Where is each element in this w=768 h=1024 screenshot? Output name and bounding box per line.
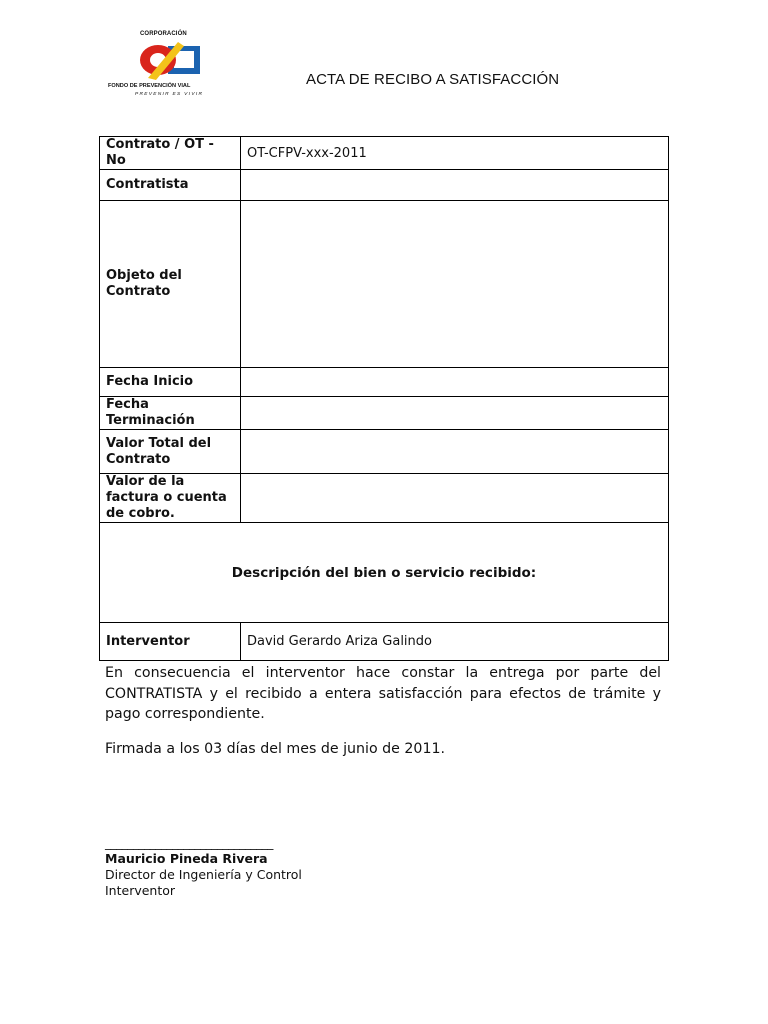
cfpv-logo <box>104 28 222 102</box>
contratista-label: Contratista <box>100 170 241 201</box>
signer-name: Mauricio Pineda Rivera <box>105 851 268 866</box>
document-title: ACTA DE RECIBO A SATISFACCIÓN <box>306 71 560 88</box>
signer-role: Director de Ingeniería y Control <box>105 867 302 882</box>
signature-line: ______________________________ <box>105 836 274 850</box>
objeto-value <box>241 201 669 368</box>
table-row-objeto <box>100 201 669 368</box>
fecha-inicio-label: Fecha Inicio <box>100 368 241 397</box>
interventor-value: David Gerardo Ariza Galindo <box>241 623 669 661</box>
valor-total-label: Valor Total del Contrato <box>100 430 241 474</box>
cfpv-logo-mark <box>134 40 204 82</box>
valor-factura-label: Valor de la factura o cuenta de cobro. <box>100 474 241 523</box>
fecha-terminacion-value <box>241 397 669 430</box>
firmada-paragraph: Firmada a los 03 días del mes de junio de 2011. <box>105 741 446 757</box>
table-row-fecha-inicio <box>100 368 669 397</box>
interventor-label: Interventor <box>100 623 241 661</box>
contrato-label: Contrato / OT - No <box>100 137 241 170</box>
descripcion-label: Descripción del bien o servicio recibido: <box>100 523 669 623</box>
table-row-contratista <box>100 170 669 201</box>
logo-slogan-text: PREVENIR ES VIVIR <box>135 92 204 97</box>
logo-corporacion-text: CORPORACIÓN <box>140 31 187 37</box>
contrato-value: OT-CFPV-xxx-2011 <box>241 137 669 170</box>
fecha-terminacion-label: Fecha Terminación <box>100 397 241 430</box>
table-row-valor-total <box>100 430 669 474</box>
acta-form-table <box>99 136 669 661</box>
objeto-label: Objeto del Contrato <box>100 201 241 368</box>
table-row-valor-factura <box>100 474 669 523</box>
table-row-fecha-terminacion <box>100 397 669 430</box>
consecuencia-paragraph: En consecuencia el interventor hace constar la entrega por parte del CONTRATISTA y el recibido a entera satisfacción para efectos de trámite y pago correspondiente. <box>105 665 661 722</box>
fecha-inicio-value <box>241 368 669 397</box>
logo-fondo-text: FONDO DE PREVENCIÓN VIAL <box>108 83 191 89</box>
table-row-contrato <box>100 137 669 170</box>
signer-role-interventor: Interventor <box>105 883 176 898</box>
valor-factura-value <box>241 474 669 523</box>
table-row-interventor <box>100 623 669 661</box>
table-row-descripcion <box>100 523 669 623</box>
contratista-value <box>241 170 669 201</box>
valor-total-value <box>241 430 669 474</box>
